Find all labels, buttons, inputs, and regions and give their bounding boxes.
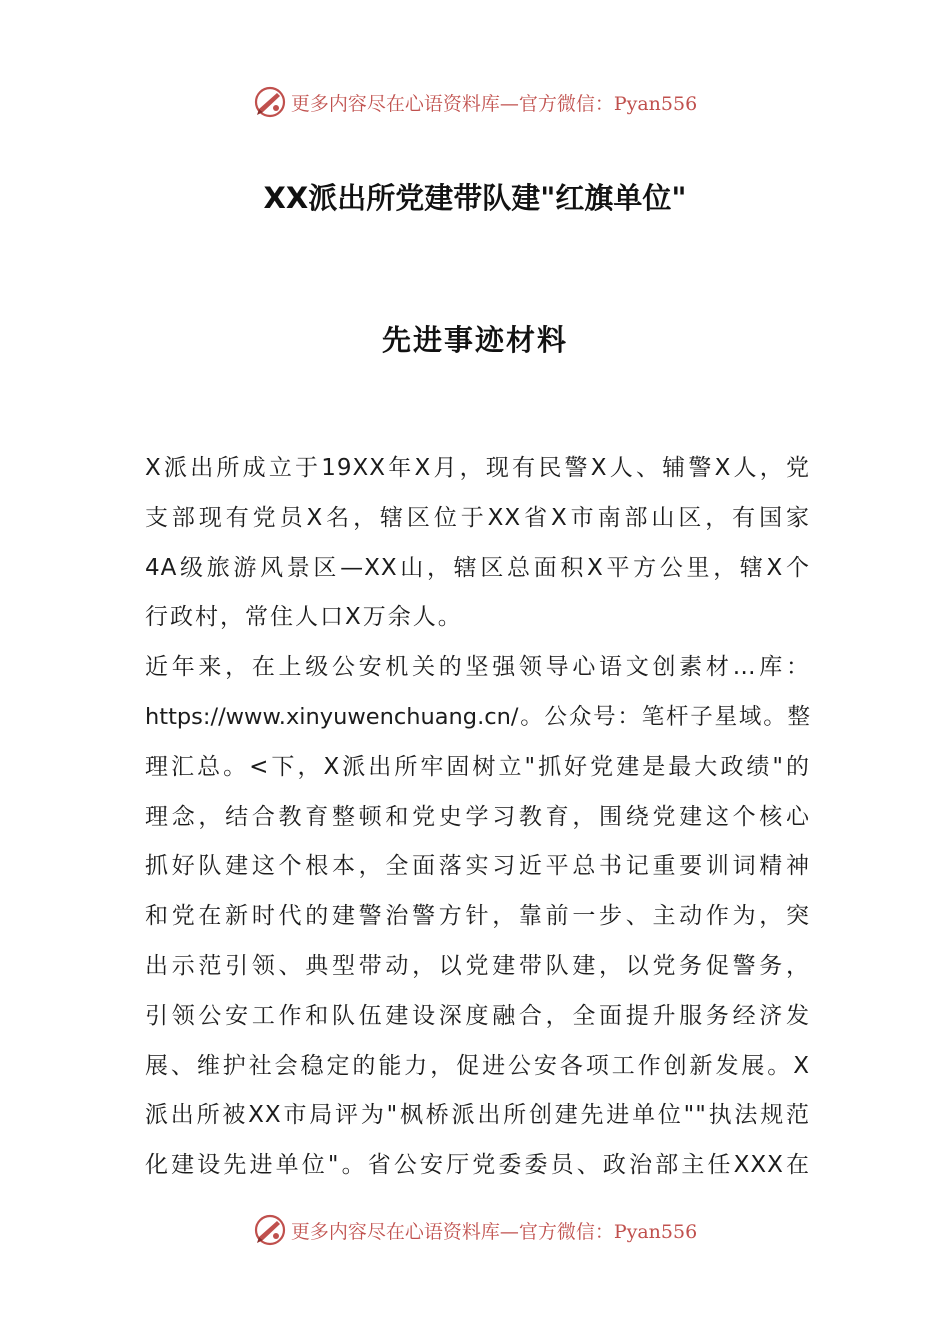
body-line: 派出所被XX市局评为"枫桥派出所创建先进单位""执法规范: [145, 1102, 810, 1129]
body-line: 展、维护社会稳定的能力，促进公安各项工作创新发展。X: [145, 1052, 810, 1079]
banner-text: 更多内容尽在心语资料库—官方微信：Pyan556: [290, 92, 698, 115]
body-line: 化建设先进单位"。省公安厅党委委员、政治部主任XXX在: [145, 1152, 810, 1179]
body-line: 支部现有党员X名，辖区位于XX省X市南部山区，有国家: [145, 504, 810, 531]
body-line: 出示范引领、典型带动，以党建带队建，以党务促警务，: [145, 952, 810, 979]
body-line: 理汇总。<下，X派出所牢固树立"抓好党建是最大政绩"的: [145, 753, 810, 780]
pen-logo-icon: [253, 1213, 287, 1247]
document-title-line-2: 先进事迹材料: [381, 323, 568, 357]
document-body: [145, 446, 810, 1193]
body-line: 和党在新时代的建警治警方针，靠前一步、主动作为，突: [145, 903, 810, 930]
document-title-line-1: XX派出所党建带队建"红旗单位": [263, 181, 687, 215]
body-line: 近年来，在上级公安机关的坚强领导心语文创素材…库：: [145, 654, 810, 681]
body-line: 行政村，常住人口X万余人。: [145, 604, 463, 631]
body-line: https://www.xinyuwenchuang.cn/。公众号：笔杆子星域。整: [145, 703, 810, 730]
body-line: 4A级旅游风景区—XX山，辖区总面积X平方公里，辖X个: [145, 554, 810, 581]
banner-text: 更多内容尽在心语资料库—官方微信：Pyan556: [290, 1220, 698, 1243]
body-line: 理念，结合教育整顿和党史学习教育，围绕党建这个核心: [145, 803, 810, 830]
body-line: 抓好队建这个根本，全面落实习近平总书记重要训词精神: [145, 853, 810, 880]
header-banner: [0, 82, 950, 122]
body-line: X派出所成立于19XX年X月，现有民警X人、辅警X人，党: [145, 455, 810, 481]
footer-banner: [0, 1210, 950, 1250]
pen-logo-icon: [253, 85, 287, 119]
body-line: 引领公安工作和队伍建设深度融合，全面提升服务经济发: [145, 1002, 810, 1029]
